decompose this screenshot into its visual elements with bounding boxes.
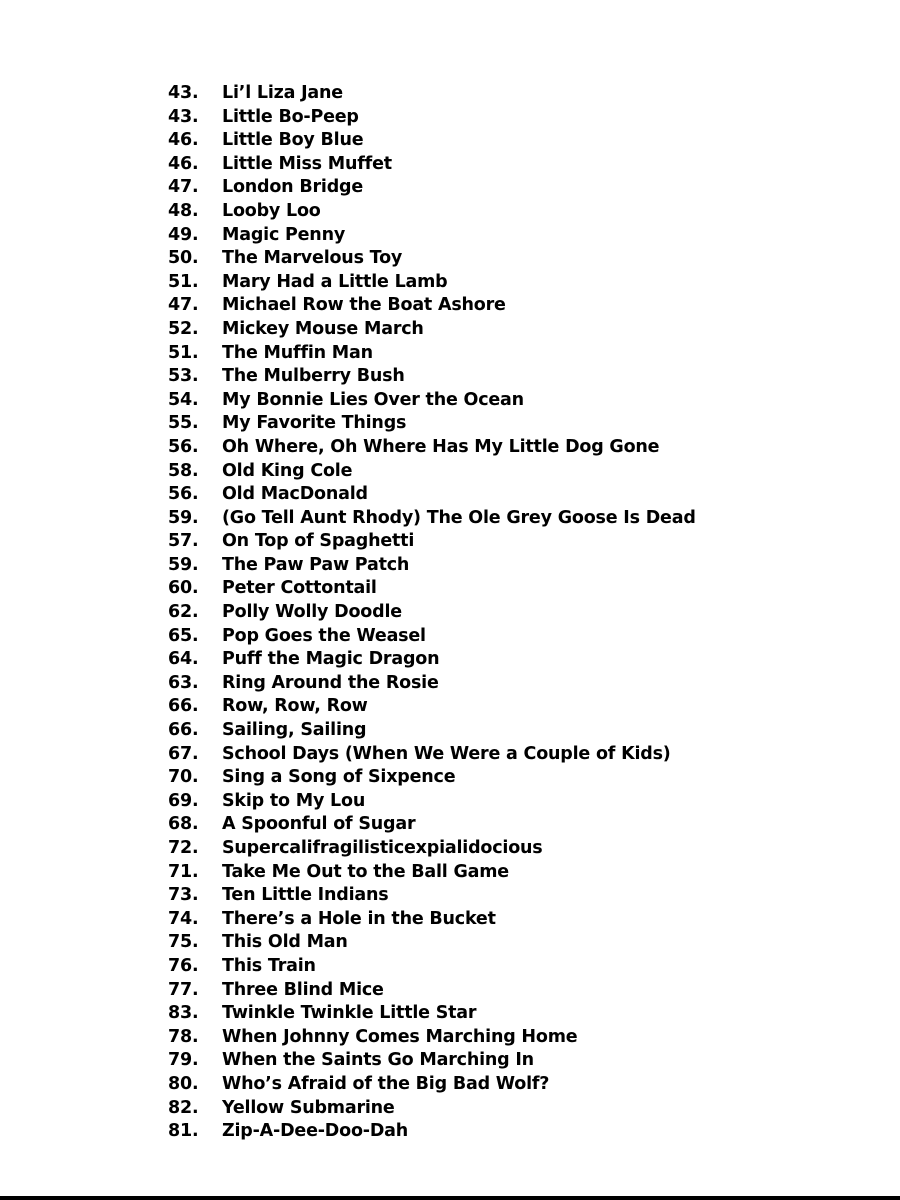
list-item bbox=[168, 483, 696, 507]
page-number: 47. bbox=[168, 295, 199, 316]
page-number: 81. bbox=[168, 1121, 199, 1142]
page-number: 43. bbox=[168, 83, 199, 103]
list-item bbox=[168, 1073, 696, 1097]
list-item bbox=[168, 1002, 696, 1026]
page-number: 68. bbox=[168, 814, 199, 835]
song-title: Sing a Song of Sixpence bbox=[222, 767, 456, 788]
page-number: 60. bbox=[168, 578, 199, 599]
song-title: Yellow Submarine bbox=[222, 1097, 395, 1118]
list-item bbox=[168, 648, 696, 672]
page-number: 48. bbox=[168, 200, 199, 221]
page-number: 59. bbox=[168, 554, 199, 575]
list-item bbox=[168, 1049, 696, 1073]
page-number: 50. bbox=[168, 248, 199, 269]
song-title: This Old Man bbox=[222, 932, 348, 953]
page-number: 46. bbox=[168, 130, 199, 151]
list-item bbox=[168, 389, 696, 413]
song-title: My Favorite Things bbox=[222, 413, 407, 434]
page-number: 43. bbox=[168, 106, 199, 127]
list-item bbox=[168, 861, 696, 885]
page-number: 47. bbox=[168, 177, 199, 198]
page-number: 46. bbox=[168, 153, 199, 174]
page-number: 59. bbox=[168, 507, 199, 528]
page-number: 73. bbox=[168, 885, 199, 906]
list-item bbox=[168, 129, 696, 153]
list-item bbox=[168, 601, 696, 625]
song-title: Ten Little Indians bbox=[222, 885, 389, 906]
page-number: 56. bbox=[168, 436, 199, 457]
list-item bbox=[168, 979, 696, 1003]
list-item bbox=[168, 294, 696, 318]
list-item bbox=[168, 342, 696, 366]
list-item bbox=[168, 106, 696, 130]
song-title: The Mulberry Bush bbox=[222, 366, 405, 387]
list-item bbox=[168, 1120, 696, 1144]
list-item bbox=[168, 837, 696, 861]
song-title: Polly Wolly Doodle bbox=[222, 602, 402, 623]
contents-list bbox=[168, 82, 696, 1144]
page-number: 83. bbox=[168, 1003, 199, 1024]
song-title: Oh Where, Oh Where Has My Little Dog Gone bbox=[222, 436, 660, 457]
list-item bbox=[168, 271, 696, 295]
list-item bbox=[168, 695, 696, 719]
page-number: 69. bbox=[168, 790, 199, 811]
song-title: Mickey Mouse March bbox=[222, 318, 424, 339]
song-title: Row, Row, Row bbox=[222, 696, 368, 717]
list-item bbox=[168, 884, 696, 908]
list-item bbox=[168, 1026, 696, 1050]
song-title: The Muffin Man bbox=[222, 342, 373, 363]
song-title: The Paw Paw Patch bbox=[222, 554, 410, 575]
page-number: 57. bbox=[168, 531, 199, 552]
list-item bbox=[168, 743, 696, 767]
list-item bbox=[168, 719, 696, 743]
list-item bbox=[168, 577, 696, 601]
page-number: 65. bbox=[168, 625, 199, 646]
page-number: 67. bbox=[168, 743, 199, 764]
song-title: Pop Goes the Weasel bbox=[222, 625, 426, 646]
page-number: 55. bbox=[168, 413, 199, 434]
song-title: A Spoonful of Sugar bbox=[222, 814, 416, 835]
page-number: 54. bbox=[168, 389, 199, 410]
list-item bbox=[168, 766, 696, 790]
page-number: 51. bbox=[168, 342, 199, 363]
song-title: Zip-A-Dee-Doo-Dah bbox=[222, 1121, 409, 1142]
song-title: Michael Row the Boat Ashore bbox=[222, 295, 506, 316]
page-number: 49. bbox=[168, 224, 199, 245]
page-number: 82. bbox=[168, 1097, 199, 1118]
song-title: When the Saints Go Marching In bbox=[222, 1050, 534, 1071]
list-item bbox=[168, 625, 696, 649]
song-title: Puff the Magic Dragon bbox=[222, 649, 440, 670]
page-number: 74. bbox=[168, 908, 199, 929]
song-title: Little Miss Muffet bbox=[222, 153, 392, 174]
song-title: My Bonnie Lies Over the Ocean bbox=[222, 389, 524, 410]
list-item bbox=[168, 460, 696, 484]
list-item bbox=[168, 318, 696, 342]
page-number: 77. bbox=[168, 979, 199, 1000]
page-number: 64. bbox=[168, 649, 199, 670]
page-number: 63. bbox=[168, 672, 199, 693]
list-item bbox=[168, 554, 696, 578]
song-title: Who’s Afraid of the Big Bad Wolf? bbox=[222, 1073, 550, 1094]
song-title: London Bridge bbox=[222, 177, 364, 198]
list-item bbox=[168, 908, 696, 932]
page-number: 56. bbox=[168, 484, 199, 505]
list-item bbox=[168, 507, 696, 531]
page-number: 72. bbox=[168, 838, 199, 858]
song-title: Looby Loo bbox=[222, 200, 321, 221]
list-item bbox=[168, 176, 696, 200]
song-title: Old King Cole bbox=[222, 460, 353, 481]
song-title: Magic Penny bbox=[222, 224, 346, 245]
page-number: 71. bbox=[168, 861, 199, 882]
list-item bbox=[168, 247, 696, 271]
list-item bbox=[168, 1097, 696, 1121]
song-title: (Go Tell Aunt Rhody) The Ole Grey Goose Is Dead bbox=[222, 507, 696, 528]
list-item bbox=[168, 200, 696, 224]
song-title: Twinkle Twinkle Little Star bbox=[222, 1003, 477, 1024]
list-item bbox=[168, 153, 696, 177]
song-title: Peter Cottontail bbox=[222, 578, 377, 599]
song-title: Sailing, Sailing bbox=[222, 720, 367, 741]
song-title: Mary Had a Little Lamb bbox=[222, 271, 448, 292]
page-number: 51. bbox=[168, 271, 199, 292]
song-title: When Johnny Comes Marching Home bbox=[222, 1026, 578, 1047]
list-item bbox=[168, 672, 696, 696]
list-item bbox=[168, 82, 696, 106]
bottom-rule bbox=[0, 1196, 900, 1200]
page-number: 62. bbox=[168, 602, 199, 623]
page-number: 80. bbox=[168, 1073, 199, 1094]
song-title: This Train bbox=[222, 955, 316, 976]
song-title: On Top of Spaghetti bbox=[222, 531, 415, 552]
list-item bbox=[168, 955, 696, 979]
song-title: Little Boy Blue bbox=[222, 130, 364, 151]
page-number: 58. bbox=[168, 460, 199, 481]
song-title: Skip to My Lou bbox=[222, 790, 366, 811]
page-number: 66. bbox=[168, 720, 199, 741]
song-title: Take Me Out to the Ball Game bbox=[222, 861, 509, 882]
song-title: There’s a Hole in the Bucket bbox=[222, 908, 496, 929]
list-item bbox=[168, 365, 696, 389]
song-title: Three Blind Mice bbox=[222, 979, 384, 1000]
song-title: The Marvelous Toy bbox=[222, 248, 403, 269]
song-title: School Days (When We Were a Couple of Kids) bbox=[222, 743, 671, 764]
song-title: Li’l Liza Jane bbox=[222, 83, 343, 103]
song-title: Little Bo-Peep bbox=[222, 106, 359, 127]
list-item bbox=[168, 931, 696, 955]
page-number: 66. bbox=[168, 696, 199, 717]
list-item bbox=[168, 412, 696, 436]
page-number: 53. bbox=[168, 366, 199, 387]
list-item bbox=[168, 224, 696, 248]
page-number: 78. bbox=[168, 1026, 199, 1047]
song-title: Old MacDonald bbox=[222, 484, 368, 505]
page-number: 70. bbox=[168, 767, 199, 788]
page-number: 79. bbox=[168, 1050, 199, 1071]
list-item bbox=[168, 790, 696, 814]
list-item bbox=[168, 813, 696, 837]
page-number: 75. bbox=[168, 932, 199, 953]
list-item bbox=[168, 530, 696, 554]
page-number: 52. bbox=[168, 318, 199, 339]
song-title: Supercalifragilisticexpialidocious bbox=[222, 838, 543, 858]
song-title: Ring Around the Rosie bbox=[222, 672, 439, 693]
page-number: 76. bbox=[168, 955, 199, 976]
list-item bbox=[168, 436, 696, 460]
